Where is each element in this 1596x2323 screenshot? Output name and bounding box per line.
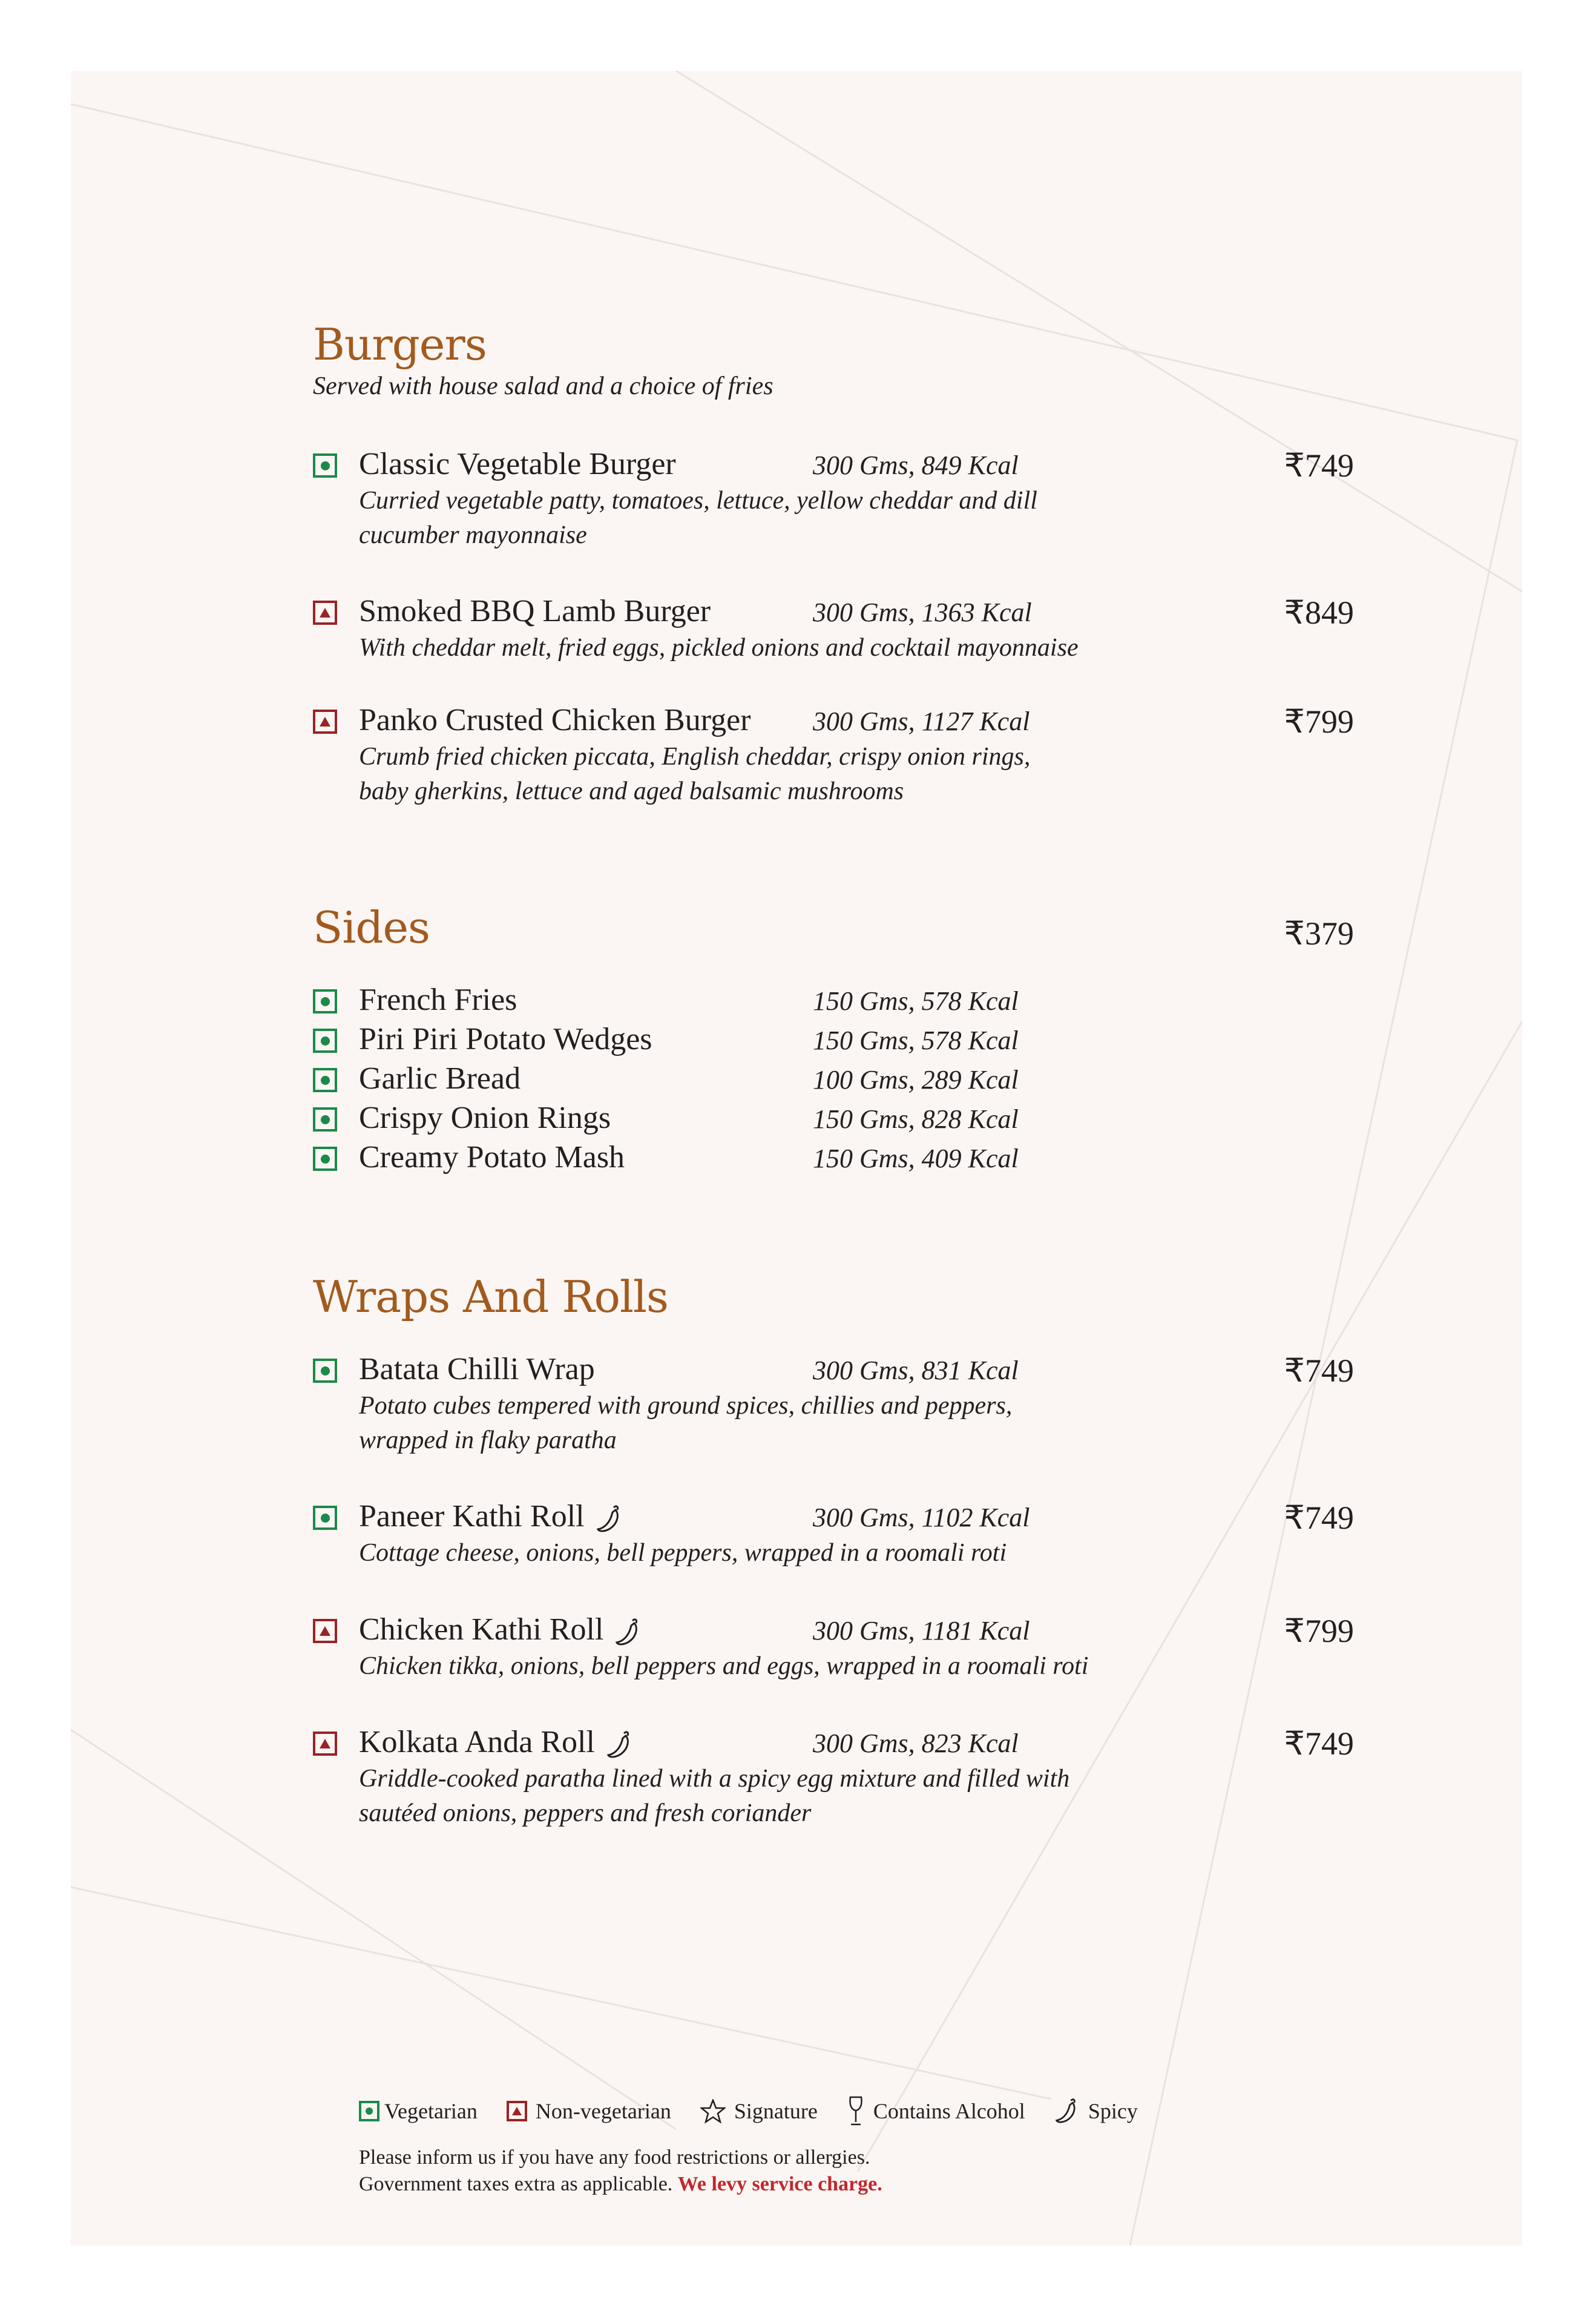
legend-non-vegetarian	[507, 2098, 671, 2124]
item-name: Garlic Bread	[359, 1061, 521, 1096]
chilli-icon	[614, 1617, 642, 1647]
service-charge-note: We levy service charge.	[677, 2173, 882, 2195]
item-description: Chicken tikka, onions, bell peppers and eggs, wrapped in a roomali roti	[359, 1652, 1089, 1680]
legend-vegetarian	[359, 2098, 478, 2124]
veg-mark-icon	[359, 2101, 379, 2121]
veg-mark-icon	[313, 1107, 337, 1132]
item-price: ₹749	[1284, 1353, 1354, 1389]
non-veg-mark-icon	[313, 1732, 337, 1756]
allergy-note: Please inform us if you have any food restrictions or allergies.	[359, 2146, 870, 2169]
item-name: Classic Vegetable Burger	[359, 447, 676, 481]
legend-label: Signature	[734, 2099, 818, 2123]
item-price: ₹799	[1284, 1613, 1354, 1649]
item-description: Potato cubes tempered with ground spices, chillies and peppers, wrapped in flaky paratha	[359, 1392, 1013, 1454]
veg-mark-icon	[313, 453, 337, 478]
item-price: ₹749	[1284, 447, 1354, 484]
item-name: Smoked BBQ Lamb Burger	[359, 594, 711, 628]
sides-title: Sides	[313, 902, 430, 953]
item-spec: 150 Gms, 578 Kcal	[813, 1026, 1019, 1055]
item-spec: 300 Gms, 1363 Kcal	[813, 598, 1032, 627]
legend-spicy	[1054, 2097, 1138, 2125]
veg-mark-icon	[313, 1359, 337, 1383]
item-price: ₹849	[1284, 595, 1354, 631]
legend-label: Non-vegetarian	[535, 2099, 671, 2123]
chilli-icon	[606, 1730, 634, 1760]
menu-content	[71, 71, 1522, 2246]
legend-alcohol	[847, 2095, 1025, 2127]
item-name-wrap	[359, 1724, 634, 1760]
chilli-icon	[596, 1504, 623, 1534]
item-name: French Fries	[359, 983, 517, 1017]
item-name: Creamy Potato Mash	[359, 1140, 625, 1175]
wine-glass-icon	[847, 2095, 865, 2127]
item-name: Batata Chilli Wrap	[359, 1352, 595, 1386]
non-veg-mark-icon	[313, 601, 337, 625]
legend-label: Vegetarian	[384, 2099, 478, 2123]
veg-mark-icon	[313, 989, 337, 1013]
item-spec: 300 Gms, 823 Kcal	[813, 1728, 1019, 1758]
item-name: Panko Crusted Chicken Burger	[359, 703, 751, 737]
menu-page	[71, 71, 1522, 2246]
item-spec: 150 Gms, 578 Kcal	[813, 986, 1019, 1016]
item-spec: 100 Gms, 289 Kcal	[813, 1065, 1019, 1095]
item-description: Cottage cheese, onions, bell peppers, wrapped in a roomali roti	[359, 1539, 1007, 1567]
legend-label: Spicy	[1088, 2099, 1138, 2123]
burgers-title: Burgers	[313, 319, 487, 370]
signature-star-icon	[700, 2099, 726, 2123]
item-spec: 300 Gms, 1102 Kcal	[813, 1503, 1030, 1532]
wraps-title: Wraps And Rolls	[313, 1271, 668, 1322]
sides-price: ₹379	[1284, 915, 1354, 952]
veg-mark-icon	[313, 1068, 337, 1092]
item-spec: 300 Gms, 1181 Kcal	[813, 1616, 1030, 1646]
item-name: Kolkata Anda Roll	[359, 1725, 595, 1759]
item-description: Crumb fried chicken piccata, English cheddar, crispy onion rings, baby gherkins, lettuce and aged balsamic mushrooms	[359, 743, 1031, 805]
non-veg-mark-icon	[313, 1619, 337, 1643]
veg-mark-icon	[313, 1029, 337, 1053]
tax-note: Government taxes extra as applicable.	[359, 2173, 673, 2195]
item-spec: 300 Gms, 831 Kcal	[813, 1356, 1019, 1385]
item-description: Curried vegetable patty, tomatoes, lettuce, yellow cheddar and dill cucumber mayonnaise	[359, 487, 1037, 549]
footer-notes	[359, 2144, 882, 2198]
veg-mark-icon	[313, 1506, 337, 1530]
legend	[359, 2093, 1167, 2129]
item-spec: 150 Gms, 828 Kcal	[813, 1104, 1019, 1134]
item-spec: 300 Gms, 849 Kcal	[813, 450, 1019, 480]
item-spec: 300 Gms, 1127 Kcal	[813, 707, 1030, 736]
item-price: ₹749	[1284, 1725, 1354, 1762]
chilli-icon	[1054, 2097, 1080, 2125]
item-description: Griddle-cooked paratha lined with a spicy egg mixture and filled with sautéed onions, peppers and fresh coriander	[359, 1765, 1070, 1827]
item-name: Paneer Kathi Roll	[359, 1499, 585, 1534]
item-name: Chicken Kathi Roll	[359, 1612, 604, 1647]
item-name: Crispy Onion Rings	[359, 1101, 611, 1135]
non-veg-mark-icon	[313, 710, 337, 734]
item-spec: 150 Gms, 409 Kcal	[813, 1144, 1019, 1173]
item-description: With cheddar melt, fried eggs, pickled onions and cocktail mayonnaise	[359, 634, 1079, 662]
veg-mark-icon	[313, 1147, 337, 1171]
burgers-subtitle: Served with house salad and a choice of fries	[313, 372, 773, 400]
item-name: Piri Piri Potato Wedges	[359, 1022, 652, 1056]
tax-note-line	[359, 2171, 882, 2198]
legend-signature	[700, 2098, 818, 2124]
item-name-wrap	[359, 1498, 623, 1534]
non-veg-mark-icon	[507, 2101, 527, 2121]
legend-label: Contains Alcohol	[873, 2099, 1025, 2123]
item-price: ₹799	[1284, 703, 1354, 740]
item-name-wrap	[359, 1612, 642, 1647]
item-price: ₹749	[1284, 1500, 1354, 1536]
